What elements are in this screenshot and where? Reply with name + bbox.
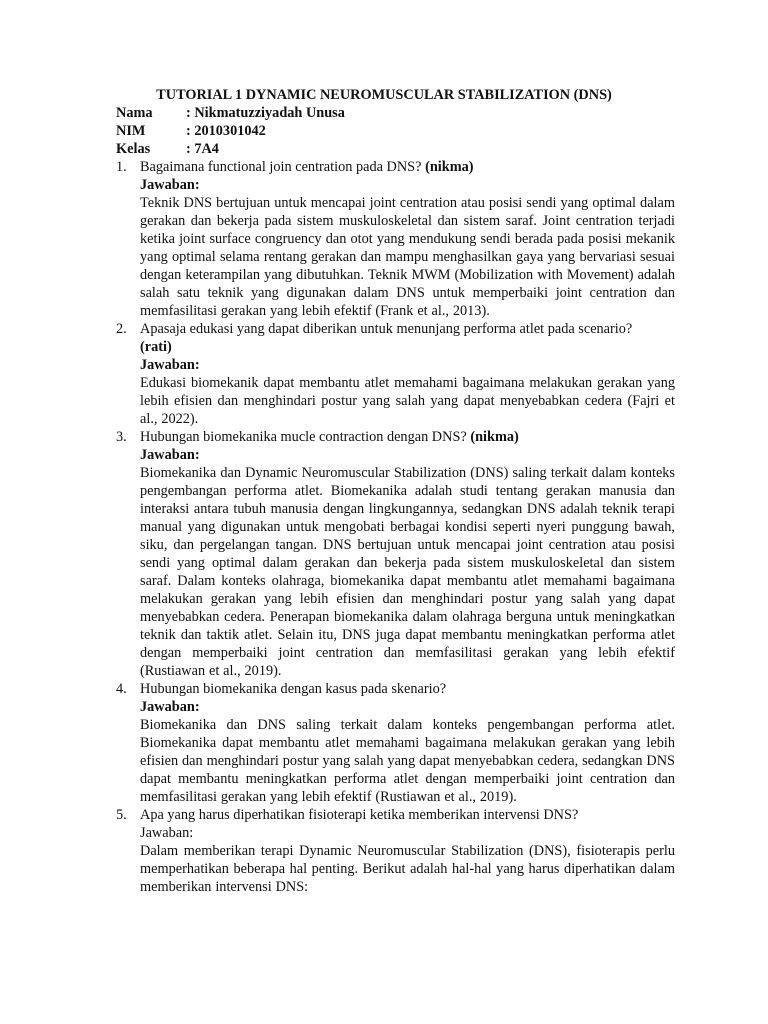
question-item-5 [116,806,675,896]
question-tag: (nikma) [425,159,474,175]
question-number: 2. [116,321,127,337]
student-info [116,104,345,158]
answer-label: Jawaban: [140,357,200,373]
question-text [140,158,675,176]
student-name-row [116,104,345,122]
answer-label: Jawaban: [140,177,200,193]
question-item-2 [116,320,675,428]
nim-label: NIM [116,123,146,139]
answer-text: Teknik DNS bertujuan untuk mencapai joint centration atau posisi sendi yang optimal dalam gerakan dan bekerja pada sistem muskuloskeletal dan sistem saraf. Joint centration terjadi ketika joint surface congruency dan otot yang mendukung sendi berada pada posisi mekanik yang optimal selama rentang gerakan dan mampu menghasilkan gaya yang bervariasi sesuai dengan keterampilan yang dibutuhkan. Teknik MWM (Mobilization with Movement) adalah salah satu teknik yang digunakan dalam DNS untuk memperbaiki joint centration dan memfasilitasi gerakan yang lebih efektif (Frank et al., 2013). [140,195,675,319]
student-nim-row [116,122,345,140]
answer-text: Edukasi biomekanik dapat membantu atlet memahami bagaimana melakukan gerakan yang lebih efisien dan menghindari postur yang salah yang dapat menyebabkan cedera (Fajri et al., 2022). [140,375,675,427]
answer-label: Jawaban: [140,447,200,463]
question-text-content: Apasaja edukasi yang dapat diberikan untuk menunjang performa atlet pada scenario? [140,321,633,337]
answer-text: Biomekanika dan Dynamic Neuromuscular Stabilization (DNS) saling terkait dalam konteks pengembangan performa atlet. Biomekanika adalah studi tentang gerakan manusia dan interaksi antara tubuh manusia dengan lingkungannya, sedangkan DNS adalah teknik terapi manual yang digunakan untuk mengobati berbagai kondisi seperti nyeri punggung bawah, siku, dan pergelangan tangan. DNS bertujuan untuk mencapai joint centration atau posisi sendi yang optimal dalam gerakan dan bekerja pada sistem muskuloskeletal dan sistem saraf. Dalam konteks olahraga, biomekanika dapat membantu atlet memahami bagaimana melakukan gerakan yang lebih efisien dan menghindari postur yang salah yang dapat menyebabkan cedera. Penerapan biomekanika dalam olahraga berguna untuk meningkatkan teknik dan taktik atlet. Selain itu, DNS juga dapat membantu meningkatkan performa atlet dengan memperbaiki joint centration dan memfasilitasi gerakan yang lebih efektif (Rustiawan et al., 2019). [140,465,675,679]
question-text [140,428,675,446]
name-label: Nama [116,105,153,121]
student-class-row [116,140,345,158]
question-text [140,320,675,356]
question-text: Hubungan biomekanika dengan kasus pada skenario? [140,681,447,697]
question-number: 4. [116,681,127,697]
answer-text: Biomekanika dan DNS saling terkait dalam konteks pengembangan performa atlet. Biomekanika dapat membantu atlet memahami bagaimana melakukan gerakan yang lebih efisien dan menghindari postur yang salah yang dapat menyebabkan cedera, sedangkan DNS dapat membantu meningkatkan performa atlet dengan memperbaiki joint centration dan memfasilitasi gerakan yang lebih efektif (Rustiawan et al., 2019). [140,717,675,805]
question-number: 5. [116,807,127,823]
question-number: 1. [116,159,127,175]
answer-text: Dalam memberikan terapi Dynamic Neuromuscular Stabilization (DNS), fisioterapis perlu memperhatikan beberapa hal penting. Berikut adalah hal-hal yang harus diperhatikan dalam memberikan intervensi DNS: [140,843,675,895]
question-item-3 [116,428,675,680]
nim-value: : 2010301042 [186,123,266,139]
document-title: TUTORIAL 1 DYNAMIC NEUROMUSCULAR STABILIZATION (DNS) [156,87,612,103]
answer-label: Jawaban: [140,699,200,715]
question-text-content: Bagaimana functional join centration pada DNS? [140,159,422,175]
question-tag: (rati) [140,339,172,355]
question-text-content: Hubungan biomekanika mucle contraction dengan DNS? [140,429,467,445]
class-value: : 7A4 [186,141,219,157]
class-label: Kelas [116,141,151,157]
question-number: 3. [116,429,127,445]
question-tag: (nikma) [470,429,519,445]
question-list [116,158,675,896]
answer-label: Jawaban: [140,825,194,841]
question-item-1 [116,158,675,320]
question-item-4 [116,680,675,806]
name-value: : Nikmatuzziyadah Unusa [186,105,345,121]
question-text: Apa yang harus diperhatikan fisioterapi ketika memberikan intervensi DNS? [140,807,579,823]
